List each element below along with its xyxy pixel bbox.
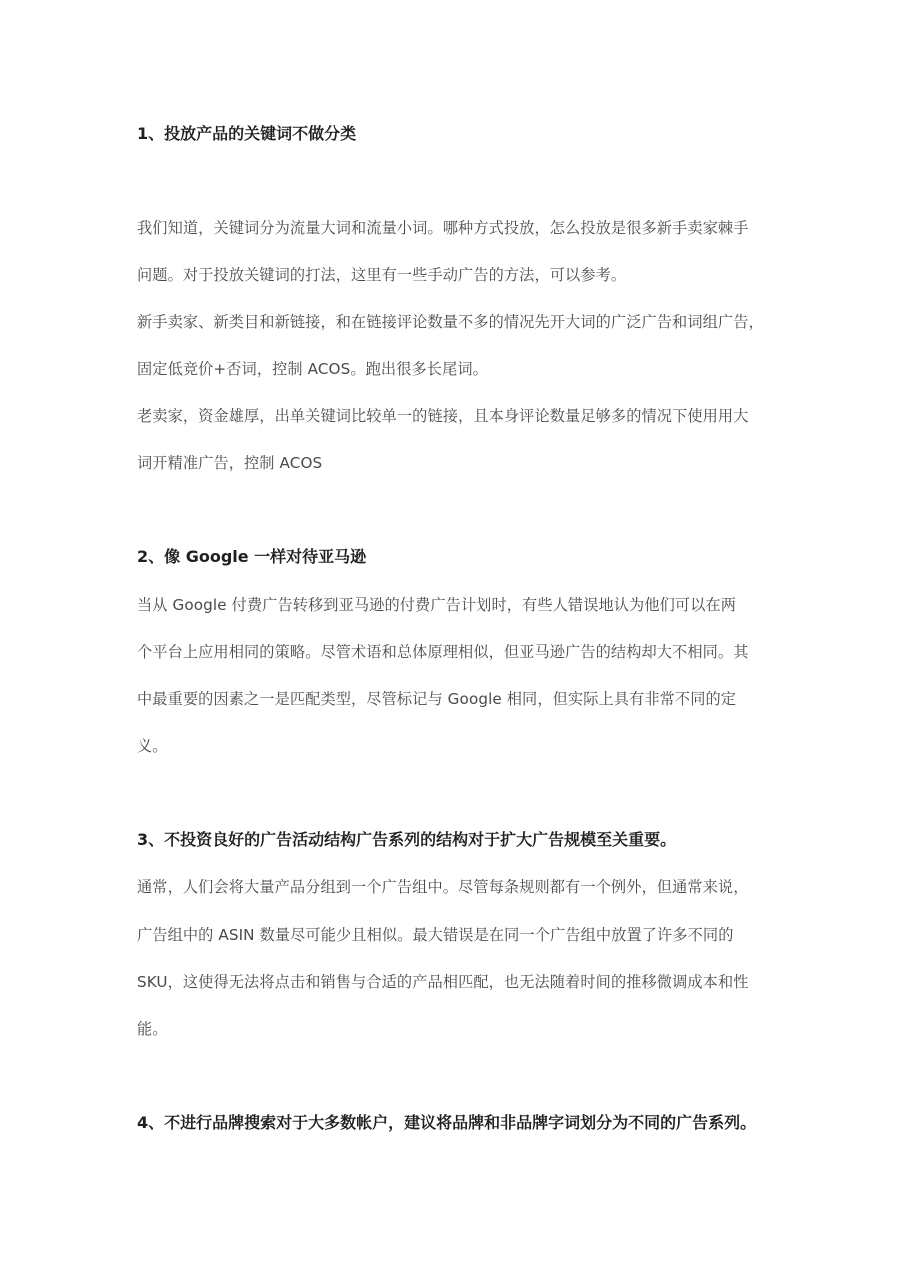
section-2-heading: 2、像 Google 一样对待亚马逊 bbox=[137, 547, 367, 566]
section-1-line-5: 老卖家，资金雄厚，出单关键词比较单一的链接，且本身评论数量足够多的情况下使用用大 bbox=[137, 407, 749, 425]
section-1-line-3: 新手卖家、新类目和新链接，和在链接评论数量不多的情况先开大词的广泛广告和词组广告， bbox=[137, 313, 764, 331]
section-3-line-1: 通常，人们会将大量产品分组到一个广告组中。尽管每条规则都有一个例外，但通常来说， bbox=[137, 878, 749, 896]
section-3-line-3: SKU，这使得无法将点击和销售与合适的产品相匹配，也无法随着时间的推移微调成本和性 bbox=[137, 973, 749, 991]
section-2-line-4: 义。 bbox=[137, 737, 168, 755]
section-1-line-6: 词开精准广告，控制 ACOS bbox=[137, 454, 323, 472]
section-1-line-2: 问题。对于投放关键词的打法，这里有一些手动广告的方法，可以参考。 bbox=[137, 266, 627, 284]
section-1-line-4: 固定低竞价+否词，控制 ACOS。跑出很多长尾词。 bbox=[137, 360, 488, 378]
section-3-heading: 3、不投资良好的广告活动结构广告系列的结构对于扩大广告规模至关重要。 bbox=[137, 830, 677, 849]
section-2-line-3: 中最重要的因素之一是匹配类型，尽管标记与 Google 相同，但实际上具有非常不同的定 bbox=[137, 690, 737, 708]
section-3-line-2: 广告组中的 ASIN 数量尽可能少且相似。最大错误是在同一个广告组中放置了许多不同的 bbox=[137, 926, 734, 944]
section-3-line-4: 能。 bbox=[137, 1020, 168, 1038]
section-1-heading: 1、投放产品的关键词不做分类 bbox=[137, 124, 357, 143]
section-1-line-1: 我们知道，关键词分为流量大词和流量小词。哪种方式投放，怎么投放是很多新手卖家棘手 bbox=[137, 219, 749, 237]
section-2-line-1: 当从 Google 付费广告转移到亚马逊的付费广告计划时，有些人错误地认为他们可以在两 bbox=[137, 596, 737, 614]
section-4-heading: 4、不进行品牌搜索对于大多数帐户，建议将品牌和非品牌字词划分为不同的广告系列。 bbox=[137, 1113, 757, 1132]
section-2-line-2: 个平台上应用相同的策略。尽管术语和总体原理相似，但亚马逊广告的结构却大不相同。其 bbox=[137, 643, 749, 661]
